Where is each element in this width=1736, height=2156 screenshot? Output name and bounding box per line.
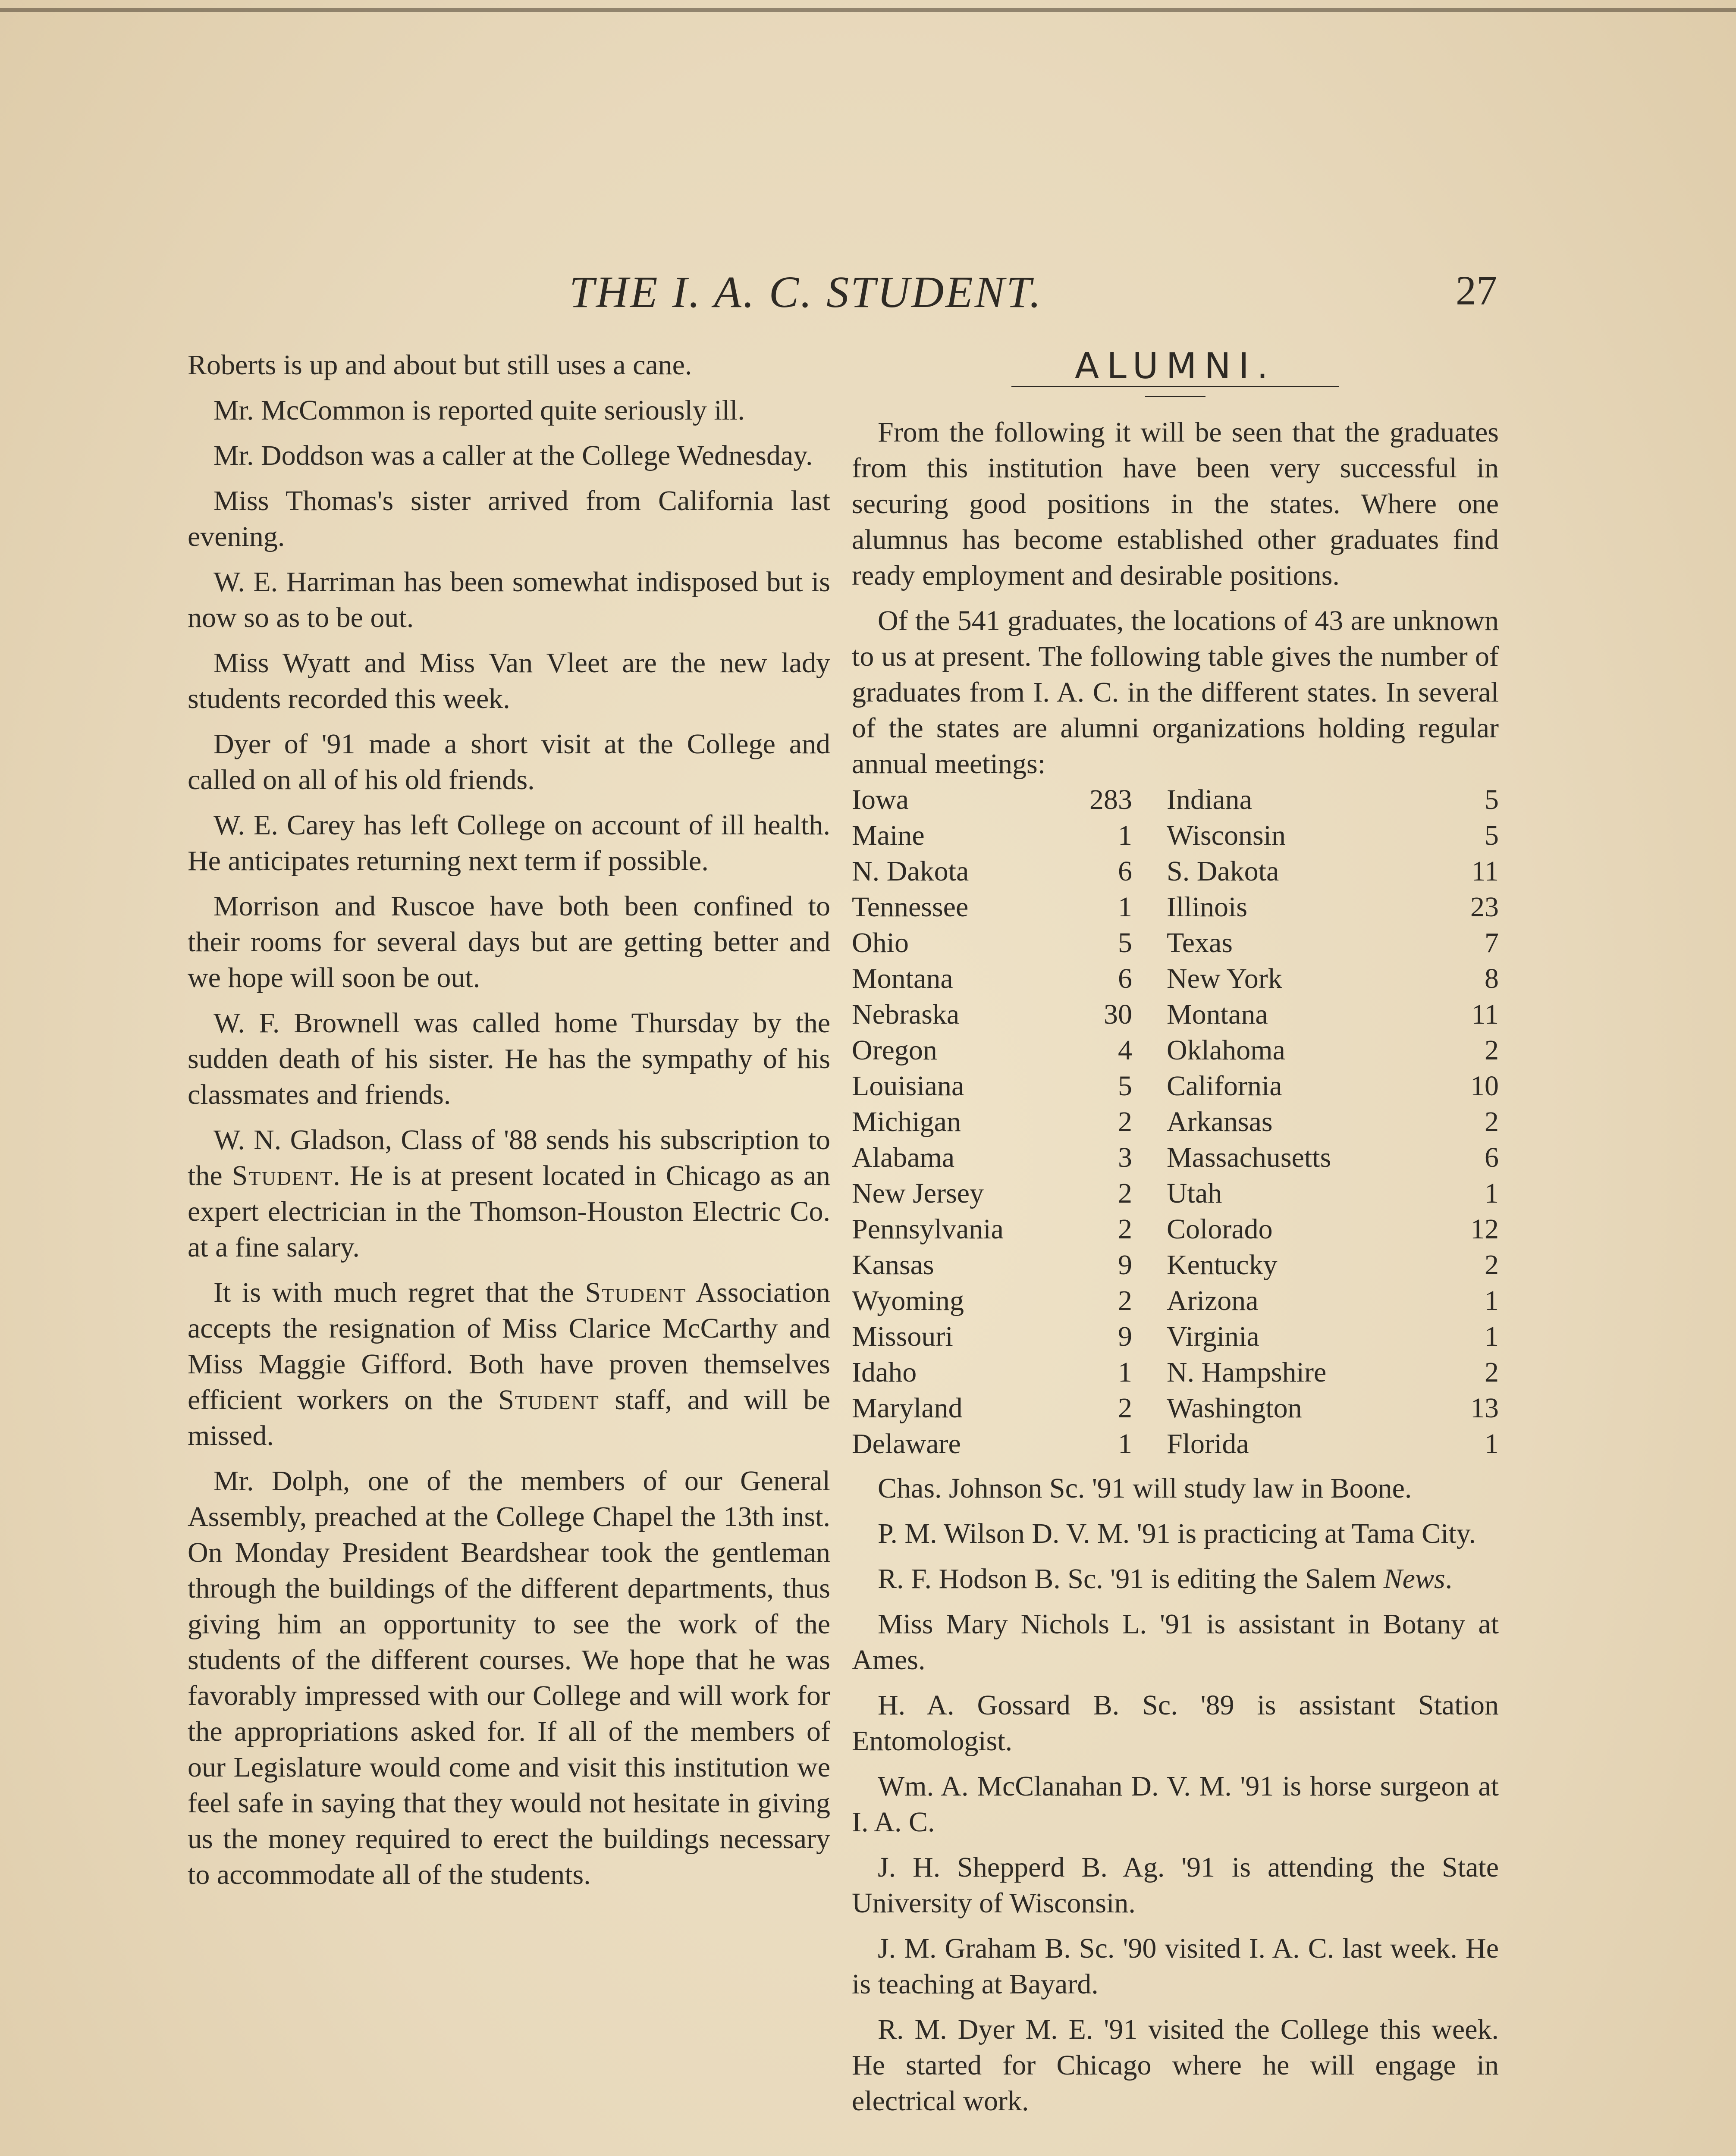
student-name: Student [498, 1384, 600, 1416]
graduate-count: 2 [1118, 1213, 1132, 1245]
state-name: Colorado [1167, 1213, 1273, 1245]
graduate-count: 2 [1485, 1106, 1499, 1138]
graduate-count: 2 [1118, 1106, 1132, 1138]
states-table-row [852, 889, 1499, 925]
page-number: 27 [1456, 267, 1497, 313]
states-table-body [852, 782, 1499, 1462]
news-item: Mr. Doddson was a caller at the College Wednesday. [213, 440, 813, 471]
state-name: Maine [852, 820, 925, 851]
states-table-row [852, 853, 1499, 889]
news-item: Morrison and Ruscoe have both been confined to their rooms for several days but are getting better and we hope will soon be out. [188, 890, 830, 993]
state-name: New York [1167, 963, 1282, 994]
state-name: California [1167, 1070, 1282, 1102]
state-name: Ohio [852, 927, 909, 959]
newspaper-name: News [1383, 1563, 1445, 1595]
news-item: Roberts is up and about but still uses a cane. [188, 349, 692, 381]
graduate-count: 1 [1485, 1178, 1499, 1209]
state-name: Massachusetts [1167, 1142, 1331, 1173]
states-table-row [852, 1068, 1499, 1104]
state-name: Indiana [1167, 784, 1252, 815]
alumni-intro: From the following it will be seen that the graduates from this institution have been very successful in securing good positions in the states. Where one alumnus has become established other graduates find ready employment and desirable positions. [852, 417, 1499, 591]
running-title: THE I. A. C. STUDENT. [569, 267, 1043, 317]
state-name: Montana [1167, 999, 1268, 1030]
state-name: N. Dakota [852, 856, 969, 887]
news-item: W. E. Carey has left College on account of ill health. He anticipates returning next term if possible. [188, 809, 830, 877]
graduate-count: 9 [1118, 1321, 1132, 1352]
state-name: Kansas [852, 1249, 934, 1281]
graduate-count: 1 [1485, 1428, 1499, 1460]
graduate-count: 11 [1471, 856, 1499, 887]
graduate-count: 2 [1118, 1178, 1132, 1209]
news-item: Miss Wyatt and Miss Van Vleet are the new lady students recorded this week. [188, 647, 830, 714]
state-name: Missouri [852, 1321, 953, 1352]
state-name: Montana [852, 963, 953, 994]
states-table-row [852, 925, 1499, 961]
alumni-note: Miss Mary Nichols L. '91 is assistant in Botany at Ames. [852, 1608, 1499, 1676]
state-name: S. Dakota [1167, 856, 1279, 887]
alumni-note: Wm. A. McClanahan D. V. M. '91 is horse surgeon at I. A. C. [852, 1771, 1499, 1838]
state-name: Maryland [852, 1392, 963, 1424]
states-table [852, 782, 1499, 1462]
left-column [188, 347, 830, 1902]
graduate-count: 30 [1104, 999, 1132, 1030]
news-item: W. F. Brownell was called home Thursday by the sudden death of his sister. He has the sympathy of his classmates and friends. [188, 1007, 830, 1110]
graduate-count: 2 [1485, 1034, 1499, 1066]
state-name: Illinois [1167, 891, 1248, 923]
right-column [852, 347, 1499, 2128]
state-name: New Jersey [852, 1178, 984, 1209]
graduate-count: 2 [1118, 1392, 1132, 1424]
state-name: Idaho [852, 1357, 917, 1388]
states-table-row [852, 1104, 1499, 1140]
state-name: Alabama [852, 1142, 955, 1173]
graduate-count: 6 [1118, 856, 1132, 887]
states-table-row [852, 1283, 1499, 1319]
news-item: W. E. Harriman has been somewhat indisposed but is now so as to be out. [188, 566, 830, 633]
state-name: N. Hampshire [1167, 1357, 1327, 1388]
graduate-count: 3 [1118, 1142, 1132, 1173]
graduate-count: 1 [1118, 1428, 1132, 1460]
news-item: Dyer of '91 made a short visit at the College and called on all of his old friends. [188, 728, 830, 796]
graduate-count: 11 [1471, 999, 1499, 1030]
states-table-row [852, 1032, 1499, 1068]
state-name: Texas [1167, 927, 1233, 959]
graduate-count: 8 [1485, 963, 1499, 994]
top-rule [0, 8, 1736, 12]
states-table-row [852, 818, 1499, 853]
state-name: Virginia [1167, 1321, 1259, 1352]
state-name: Washington [1167, 1392, 1302, 1424]
state-name: Arizona [1167, 1285, 1259, 1316]
state-name: Tennessee [852, 891, 969, 923]
state-name: Michigan [852, 1106, 961, 1138]
news-item-dolph: Mr. Dolph, one of the members of our General Assembly, preached at the College Chapel the 13th inst. On Monday President Beardshear took the gentleman through the buildings of the different departments, thus giving him an opportunity to see the work of the students of the different courses. We hope that he was favorably impressed with our College and will work for the appropriations asked for. If all of the members of our Legislature would come and visit this institution we feel safe in saying that they would not hesitate in giving us the money required to erect the buildings necessary to accommodate all of the students. [188, 1465, 830, 1890]
news-item: Mr. McCommon is reported quite seriously ill. [213, 395, 745, 426]
states-table-row [852, 1426, 1499, 1462]
graduate-count: 12 [1470, 1213, 1499, 1245]
states-table-row [852, 997, 1499, 1032]
state-name: Kentucky [1167, 1249, 1278, 1281]
graduate-count: 1 [1485, 1285, 1499, 1316]
state-name: Delaware [852, 1428, 961, 1460]
alumni-note: J. M. Graham B. Sc. '90 visited I. A. C. last week. He is teaching at Bayard. [852, 1933, 1499, 2000]
state-name: Pennsylvania [852, 1213, 1004, 1245]
graduate-count: 283 [1089, 784, 1132, 815]
graduate-count: 7 [1485, 927, 1499, 959]
alumni-note: R. M. Dyer M. E. '91 visited the College this week. He started for Chicago where he will engage in electrical work. [852, 2014, 1499, 2117]
graduate-count: 2 [1485, 1357, 1499, 1388]
states-table-row [852, 1354, 1499, 1390]
states-table-row [852, 782, 1499, 818]
alumni-note: J. H. Shepperd B. Ag. '91 is attending the State University of Wisconsin. [852, 1852, 1499, 1919]
alumni-heading: ALUMNI. [1011, 347, 1339, 387]
news-item-regret: It is with much regret that the Student Association accepts the resignation of Miss Clarice McCarthy and Miss Maggie Gifford. Both have proven themselves efficient workers on the Student staff, and will be missed. [188, 1277, 830, 1451]
news-item-gladson: W. N. Gladson, Class of '88 sends his subscription to the Student. He is at present located in Chicago as an expert electrician in the Thomson-Houston Electric Co. at a fine salary. [188, 1124, 830, 1263]
graduate-count: 5 [1118, 927, 1132, 959]
news-item: Miss Thomas's sister arrived from California last evening. [188, 485, 830, 552]
student-name: Student [232, 1160, 333, 1191]
alumni-note: H. A. Gossard B. Sc. '89 is assistant Station Entomologist. [852, 1689, 1499, 1757]
alumni-intro: Of the 541 graduates, the locations of 43 are unknown to us at present. The following table gives the number of graduates from I. A. C. in the different states. In several of the states are alumni organizations holding regular annual meetings: [852, 605, 1499, 780]
state-name: Nebraska [852, 999, 960, 1030]
states-table-row [852, 1140, 1499, 1175]
graduate-count: 5 [1485, 784, 1499, 815]
state-name: Arkansas [1167, 1106, 1273, 1138]
alumni-note: P. M. Wilson D. V. M. '91 is practicing at Tama City. [878, 1518, 1476, 1549]
state-name: Wisconsin [1167, 820, 1286, 851]
states-table-row [852, 1211, 1499, 1247]
graduate-count: 5 [1118, 1070, 1132, 1102]
graduate-count: 1 [1485, 1321, 1499, 1352]
graduate-count: 1 [1118, 891, 1132, 923]
graduate-count: 1 [1118, 1357, 1132, 1388]
graduate-count: 6 [1118, 963, 1132, 994]
graduate-count: 1 [1118, 820, 1132, 851]
states-table-row [852, 961, 1499, 997]
graduate-count: 10 [1470, 1070, 1499, 1102]
graduate-count: 6 [1485, 1142, 1499, 1173]
graduate-count: 2 [1485, 1249, 1499, 1281]
state-name: Iowa [852, 784, 909, 815]
graduate-count: 4 [1118, 1034, 1132, 1066]
alumni-note: Chas. Johnson Sc. '91 will study law in Boone. [878, 1473, 1412, 1504]
graduate-count: 5 [1485, 820, 1499, 851]
student-name: Student [585, 1277, 687, 1308]
state-name: Oklahoma [1167, 1034, 1285, 1066]
states-table-row [852, 1319, 1499, 1354]
alumni-note-hodson: R. F. Hodson B. Sc. '91 is editing the Salem News. [878, 1563, 1453, 1595]
states-table-row [852, 1390, 1499, 1426]
page-header [0, 259, 1736, 323]
graduate-count: 9 [1118, 1249, 1132, 1281]
states-table-row [852, 1175, 1499, 1211]
heading-dash [1145, 396, 1205, 397]
graduate-count: 23 [1470, 891, 1499, 923]
state-name: Louisiana [852, 1070, 964, 1102]
graduate-count: 13 [1470, 1392, 1499, 1424]
state-name: Wyoming [852, 1285, 964, 1316]
state-name: Utah [1167, 1178, 1222, 1209]
states-table-row [852, 1247, 1499, 1283]
state-name: Oregon [852, 1034, 937, 1066]
graduate-count: 2 [1118, 1285, 1132, 1316]
state-name: Florida [1167, 1428, 1249, 1460]
